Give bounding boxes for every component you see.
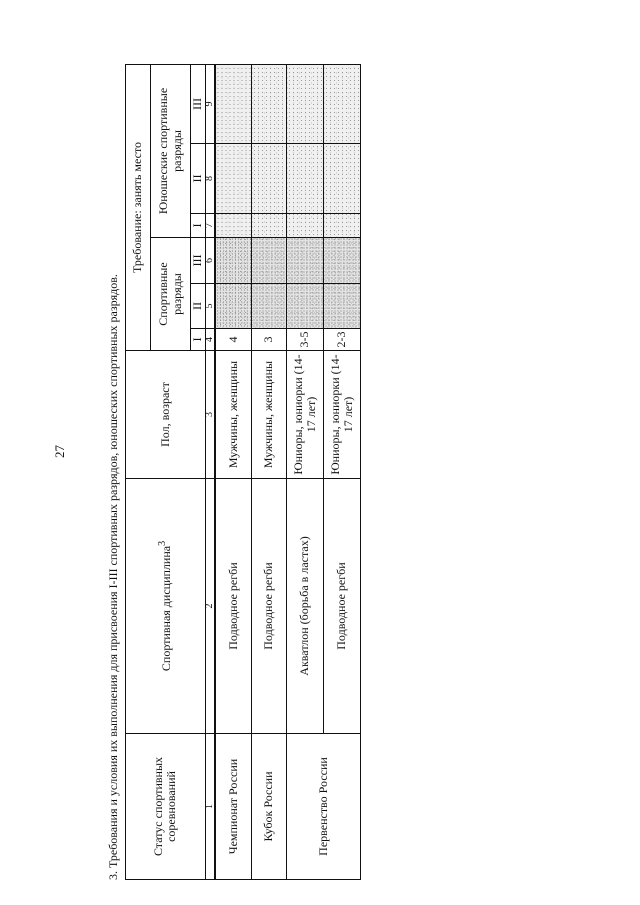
column-number-9: 9	[205, 64, 215, 143]
place-rank-i-cell: 3	[252, 329, 287, 351]
shaded-cell	[287, 284, 324, 329]
header-requirement: Требование: занять место	[126, 64, 151, 350]
column-number-7: 7	[205, 214, 215, 238]
shaded-cell	[287, 238, 324, 284]
shaded-cell	[324, 144, 361, 214]
header-status: Статус спортивных соревнований	[126, 734, 206, 880]
page-number: 27	[52, 445, 67, 458]
table-caption: 3. Требования и условия их выполнения для присвоения I-III спортивных разрядов, юношеских спортивных разрядов.	[106, 274, 120, 880]
header-youth-rank-iii: III	[191, 64, 206, 143]
sex-age-cell: Мужчины, женщины	[215, 351, 252, 479]
status-cell: Кубок России	[252, 734, 287, 880]
table-row	[287, 64, 324, 879]
shaded-cell	[215, 64, 252, 143]
header-sport-rank-iii: III	[191, 238, 206, 284]
header-sex-age: Пол, возраст	[126, 351, 206, 479]
discipline-cell: Подводное регби	[252, 479, 287, 734]
shaded-cell	[287, 64, 324, 143]
place-rank-i-cell: 3-5	[287, 329, 324, 351]
column-number-3: 3	[205, 351, 215, 479]
requirements-table	[125, 64, 361, 880]
sex-age-cell: Мужчины, женщины	[252, 351, 287, 479]
column-number-6: 6	[205, 238, 215, 284]
header-discipline-footnote: 3	[157, 540, 168, 546]
place-rank-i-cell: 2-3	[324, 329, 361, 351]
shaded-cell	[252, 144, 287, 214]
column-number-8: 8	[205, 144, 215, 214]
shaded-cell	[324, 214, 361, 238]
shaded-cell	[252, 238, 287, 284]
header-youth-rank-ii: II	[191, 144, 206, 214]
shaded-cell	[324, 64, 361, 143]
discipline-cell: Подводное регби	[324, 479, 361, 734]
shaded-cell	[252, 214, 287, 238]
shaded-cell	[215, 238, 252, 284]
header-youth-rank-i: I	[191, 214, 206, 238]
shaded-cell	[287, 214, 324, 238]
discipline-cell: Акватлон (борьба в ластах)	[287, 479, 324, 734]
shaded-cell	[324, 238, 361, 284]
sex-age-cell: Юниоры, юниорки (14-17 лет)	[324, 351, 361, 479]
header-youth-ranks: Юношеские спортивные разряды	[151, 64, 191, 237]
header-sport-rank-i: I	[191, 329, 206, 351]
header-sport-ranks: Спортивные разряды	[151, 238, 191, 351]
shaded-cell	[324, 284, 361, 329]
column-number-1: 1	[205, 734, 215, 880]
table-row	[252, 64, 287, 879]
column-number-2: 2	[205, 479, 215, 734]
column-number-5: 5	[205, 284, 215, 329]
shaded-cell	[287, 144, 324, 214]
shaded-cell	[252, 64, 287, 143]
status-cell: Чемпионат России	[215, 734, 252, 880]
shaded-cell	[215, 214, 252, 238]
shaded-cell	[215, 284, 252, 329]
header-discipline	[126, 479, 206, 734]
status-cell: Первенство России	[287, 734, 361, 880]
shaded-cell	[252, 284, 287, 329]
sex-age-cell: Юниоры, юниорки (14-17 лет)	[287, 351, 324, 479]
discipline-cell: Подводное регби	[215, 479, 252, 734]
header-sport-rank-ii: II	[191, 284, 206, 329]
header-discipline-text: Спортивная дисциплина	[159, 545, 173, 672]
table-row	[215, 64, 252, 879]
shaded-cell	[215, 144, 252, 214]
column-number-4: 4	[205, 329, 215, 351]
requirements-table-wrapper	[125, 65, 358, 880]
place-rank-i-cell: 4	[215, 329, 252, 351]
